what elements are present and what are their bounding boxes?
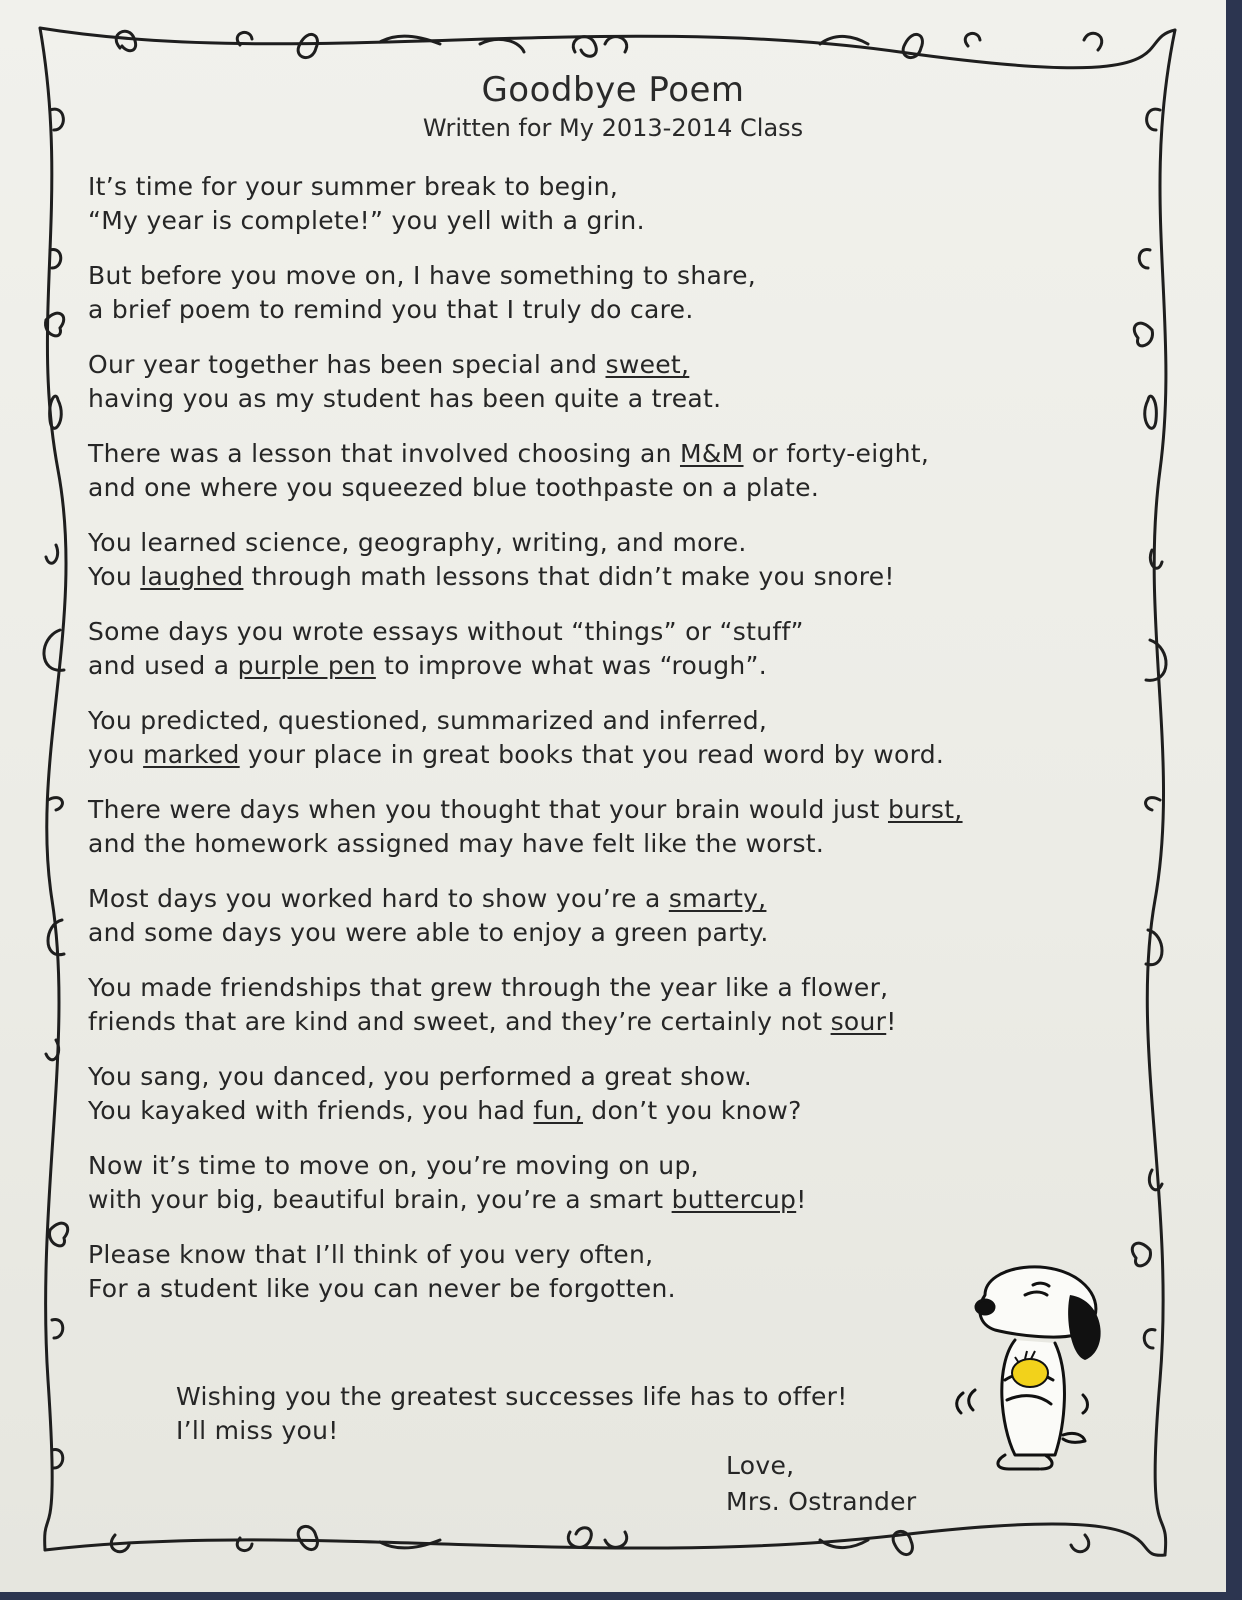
poem-line	[88, 1183, 1088, 1217]
underlined-word: purple pen	[237, 651, 376, 680]
closing-line: Wishing you the greatest successes life has to offer!	[176, 1382, 848, 1411]
line-text: “My year is complete!” you yell with a grin.	[88, 206, 645, 235]
poem-line	[88, 1272, 1088, 1306]
stanza	[88, 348, 1088, 416]
line-text: you	[88, 740, 144, 769]
line-text: Most days you worked hard to show you’re a	[88, 884, 669, 913]
poem-line	[88, 259, 1088, 293]
stanza	[88, 1060, 1088, 1128]
line-text: don’t you know?	[583, 1096, 802, 1125]
underlined-word: burst,	[887, 795, 963, 824]
line-text: You	[88, 562, 141, 591]
poem-line	[88, 1149, 1088, 1183]
underlined-word: marked	[143, 740, 240, 769]
line-text: a brief poem to remind you that I truly do care.	[88, 295, 694, 324]
underlined-word: buttercup	[671, 1185, 797, 1214]
underlined-word: smarty,	[668, 884, 767, 913]
poem-line	[88, 526, 1088, 560]
underlined-word: laughed	[140, 562, 244, 591]
poem-line	[88, 348, 1088, 382]
poem-line	[88, 437, 1088, 471]
poem-line	[88, 827, 1088, 861]
poem-line	[88, 704, 1088, 738]
line-text: You sang, you danced, you performed a great show.	[88, 1062, 752, 1091]
line-text: It’s time for your summer break to begin,	[88, 172, 619, 201]
poem-line	[88, 170, 1088, 204]
poem-line	[88, 916, 1088, 950]
line-text: !	[886, 1007, 897, 1036]
poem-line	[88, 560, 1088, 594]
stanza	[88, 1149, 1088, 1217]
stanza	[88, 704, 1088, 772]
stanza	[88, 971, 1088, 1039]
line-text: Our year together has been special and	[88, 350, 606, 379]
line-text: friends that are kind and sweet, and they’re certainly not	[88, 1007, 831, 1036]
line-text: to improve what was “rough”.	[375, 651, 768, 680]
line-text: and some days you were able to enjoy a green party.	[88, 918, 769, 947]
poem-line	[88, 793, 1088, 827]
line-text: !	[796, 1185, 807, 1214]
line-text: through math lessons that didn’t make you snore!	[243, 562, 895, 591]
line-text: But before you move on, I have something to share,	[88, 261, 757, 290]
closing-message	[176, 1380, 848, 1448]
line-text: your place in great books that you read word by word.	[239, 740, 945, 769]
snoopy-hugging-woodstock-icon	[945, 1255, 1115, 1495]
poem-line	[88, 1094, 1088, 1128]
line-text: with your big, beautiful brain, you’re a smart	[88, 1185, 672, 1214]
poem-line	[88, 293, 1088, 327]
stanza	[88, 437, 1088, 505]
signature-name: Mrs. Ostrander	[726, 1487, 917, 1516]
stanza	[88, 1238, 1088, 1306]
line-text: There was a lesson that involved choosing an	[88, 439, 680, 468]
line-text: and used a	[88, 651, 238, 680]
line-text: and one where you squeezed blue toothpaste on a plate.	[88, 473, 820, 502]
poem-line	[88, 204, 1088, 238]
line-text: Some days you wrote essays without “things” or “stuff”	[88, 617, 804, 646]
line-text: Now it’s time to move on, you’re moving on up,	[88, 1151, 699, 1180]
poem-line	[88, 882, 1088, 916]
line-text: and the homework assigned may have felt like the worst.	[88, 829, 825, 858]
poem-line	[88, 1060, 1088, 1094]
poem-line	[88, 1005, 1088, 1039]
underlined-word: sweet,	[605, 350, 690, 379]
signature	[726, 1448, 916, 1520]
line-text: There were days when you thought that your brain would just	[88, 795, 888, 824]
signature-salutation: Love,	[726, 1451, 795, 1480]
closing-line: I’ll miss you!	[176, 1416, 339, 1445]
poem-line	[88, 971, 1088, 1005]
poem-line	[88, 738, 1088, 772]
stanza	[88, 882, 1088, 950]
poem-line	[88, 649, 1088, 683]
stanza	[88, 615, 1088, 683]
poem-line	[88, 382, 1088, 416]
poem-line	[88, 1238, 1088, 1272]
line-text: Please know that I’ll think of you very often,	[88, 1240, 654, 1269]
line-text: You kayaked with friends, you had	[88, 1096, 534, 1125]
stanza	[88, 793, 1088, 861]
underlined-word: fun,	[533, 1096, 584, 1125]
line-text: or forty-eight,	[743, 439, 930, 468]
stanza	[88, 526, 1088, 594]
stanza	[88, 170, 1088, 238]
stanza	[88, 259, 1088, 327]
line-text: You predicted, questioned, summarized and inferred,	[88, 706, 768, 735]
poem-body	[88, 170, 1088, 1327]
poem-title: Goodbye Poem	[481, 70, 745, 110]
line-text: You learned science, geography, writing, and more.	[88, 528, 747, 557]
underlined-word: sour	[830, 1007, 887, 1036]
line-text: For a student like you can never be forgotten.	[88, 1274, 676, 1303]
line-text: You made friendships that grew through the year like a flower,	[88, 973, 889, 1002]
poem-line	[88, 615, 1088, 649]
poem-line	[88, 471, 1088, 505]
poem-subtitle: Written for My 2013-2014 Class	[422, 114, 804, 142]
line-text: having you as my student has been quite a treat.	[88, 384, 722, 413]
underlined-word: M&M	[679, 439, 744, 468]
